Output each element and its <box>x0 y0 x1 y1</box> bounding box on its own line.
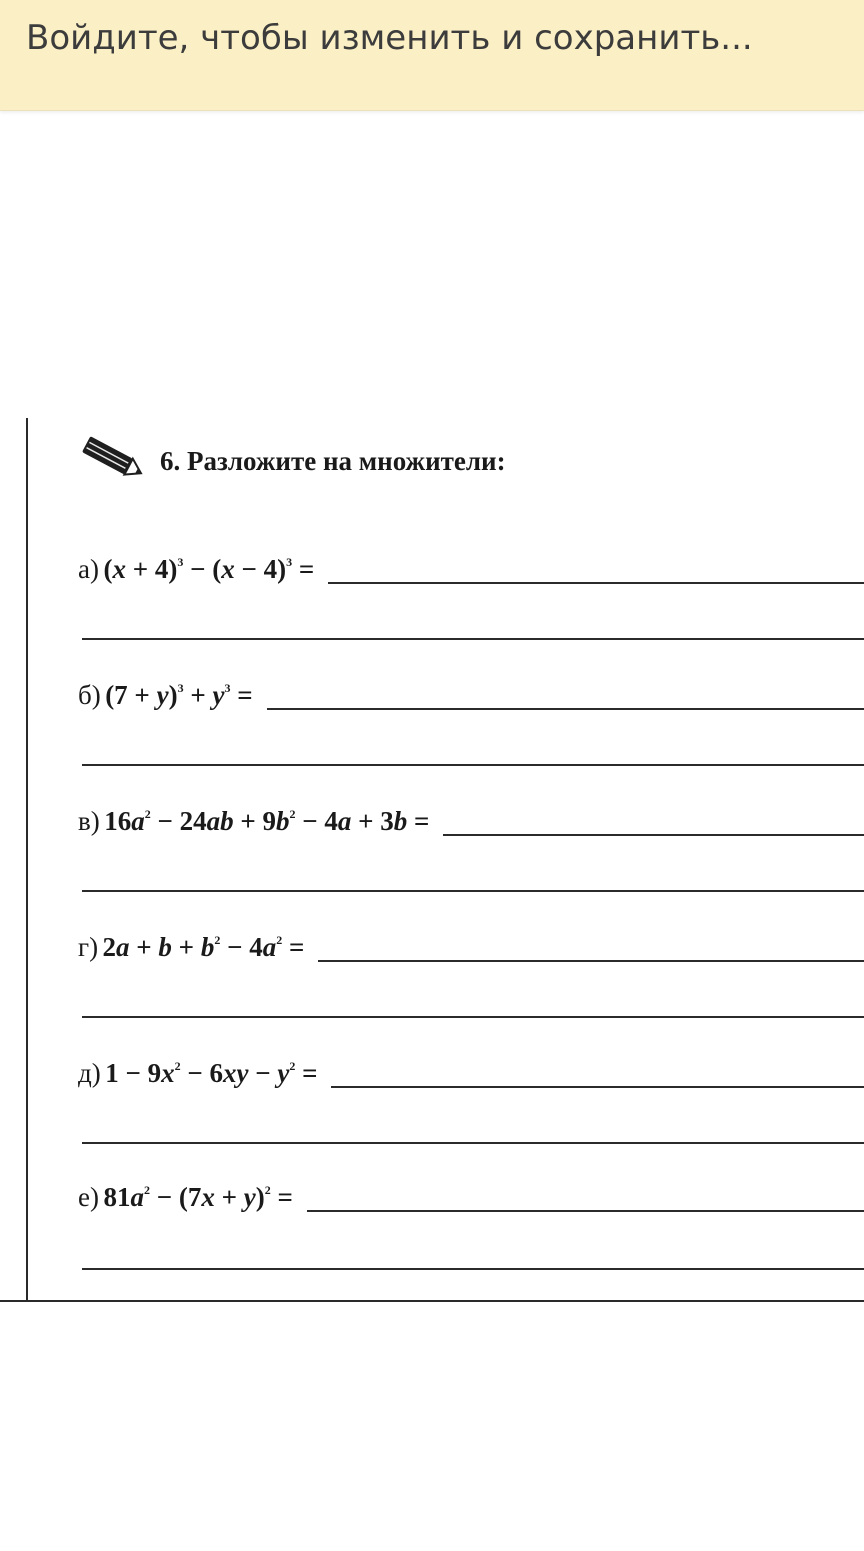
expression: $(7 + y)^3 + y^3$ = <box>105 680 253 710</box>
pencil-icon <box>78 430 150 490</box>
exercise-item-e <box>78 1182 864 1222</box>
worksheet-bottom-border <box>0 1300 864 1302</box>
exercise-item-a <box>78 554 864 594</box>
item-label: г) <box>78 932 99 962</box>
answer-line-full[interactable] <box>82 1016 864 1018</box>
item-label: б) <box>78 680 101 710</box>
item-label: е) <box>78 1182 99 1212</box>
answer-line-full[interactable] <box>82 890 864 892</box>
expression: $81a^2 - (7x + y)^2$ = <box>103 1182 293 1212</box>
answer-line-full[interactable] <box>82 1142 864 1144</box>
item-label: а) <box>78 554 99 584</box>
item-label: в) <box>78 806 100 836</box>
exercise-item-d <box>78 1058 864 1098</box>
exercise-item-b <box>78 680 864 720</box>
expression: $1 - 9x^2 - 6xy - y^2$ = <box>105 1058 318 1088</box>
answer-line-inline[interactable] <box>307 1210 864 1212</box>
answer-line-inline[interactable] <box>267 708 864 710</box>
answer-line-inline[interactable] <box>331 1086 864 1088</box>
answer-line-inline[interactable] <box>318 960 864 962</box>
exercise-item-g <box>78 932 864 972</box>
exercise-item-v <box>78 806 864 846</box>
expression: $16a^2 - 24ab + 9b^2 - 4a + 3b$ = <box>104 806 430 836</box>
signin-prompt-link[interactable]: Войдите, чтобы изменить и сохранить... <box>26 18 753 58</box>
item-label: д) <box>78 1058 101 1088</box>
worksheet <box>0 418 864 1302</box>
answer-line-inline[interactable] <box>328 582 864 584</box>
expression: $2a + b + b^2 - 4a^2$ = <box>102 932 305 962</box>
answer-line-inline[interactable] <box>443 834 864 836</box>
answer-line-full[interactable] <box>82 1268 864 1270</box>
answer-line-full[interactable] <box>82 638 864 640</box>
answer-line-full[interactable] <box>82 764 864 766</box>
task-title: 6. Разложите на множители: <box>160 446 506 476</box>
expression: $(x + 4)^3 - (x - 4)^3$ = <box>103 554 315 584</box>
signin-banner[interactable] <box>0 0 864 111</box>
worksheet-left-border <box>26 418 28 1302</box>
